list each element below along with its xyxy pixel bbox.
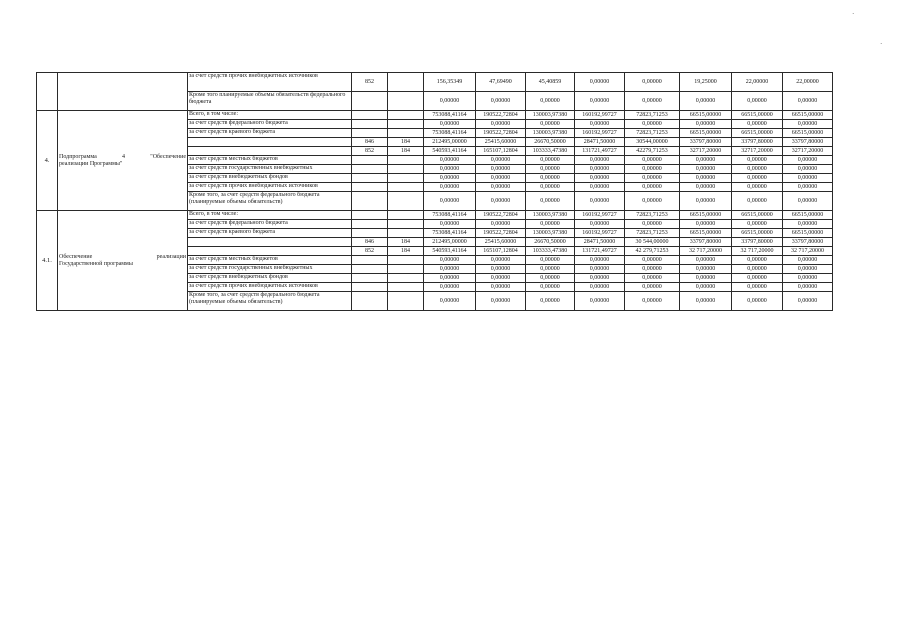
value-cell: 130003,97380 <box>526 111 575 120</box>
value-cell: 0,00000 <box>680 165 732 174</box>
value-cell: 0,00000 <box>625 156 680 165</box>
program-name-part: 4 <box>122 153 126 160</box>
value-cell: 0,00000 <box>575 120 625 129</box>
source-cell: за счет средств местных бюджетов <box>188 256 352 265</box>
code-cell: 852 <box>352 73 388 92</box>
code-cell: 184 <box>388 138 424 147</box>
value-cell: 160192,99727 <box>575 229 625 238</box>
value-cell: 0,00000 <box>783 192 833 211</box>
value-cell: 0,00000 <box>680 156 732 165</box>
value-cell: 190522,72804 <box>476 129 526 138</box>
value-cell: 0,00000 <box>625 120 680 129</box>
value-cell: 0,00000 <box>424 220 476 229</box>
code-cell <box>388 73 424 92</box>
value-cell: 19,25000 <box>680 73 732 92</box>
value-cell: 0,00000 <box>680 192 732 211</box>
source-cell: за счет средств внебюджетных фондов <box>188 274 352 283</box>
value-cell: 0,00000 <box>575 274 625 283</box>
value-cell: 0,00000 <box>424 174 476 183</box>
value-cell: 0,00000 <box>783 274 833 283</box>
value-cell: 66515,00000 <box>732 229 783 238</box>
value-cell: 0,00000 <box>783 265 833 274</box>
value-cell: 0,00000 <box>680 92 732 111</box>
source-cell: за счет средств прочих внебюджетных источников <box>188 283 352 292</box>
code-cell <box>352 156 388 165</box>
code-cell <box>352 111 388 120</box>
table-row <box>37 111 833 120</box>
value-cell: 0,00000 <box>625 183 680 192</box>
code-cell <box>352 165 388 174</box>
value-cell: 130003,97380 <box>526 229 575 238</box>
value-cell: 0,00000 <box>575 283 625 292</box>
value-cell: 66515,00000 <box>783 111 833 120</box>
value-cell: 33797,80000 <box>732 138 783 147</box>
code-cell: 184 <box>388 147 424 156</box>
value-cell: 103333,47380 <box>526 247 575 256</box>
table-row <box>37 211 833 220</box>
value-cell: 131721,49727 <box>575 147 625 156</box>
value-cell: 0,00000 <box>476 92 526 111</box>
value-cell: 0,00000 <box>424 292 476 311</box>
value-cell: 0,00000 <box>625 174 680 183</box>
value-cell: 66515,00000 <box>732 111 783 120</box>
program-name-part: Подпрограмма <box>59 153 97 160</box>
value-cell: 0,00000 <box>625 220 680 229</box>
value-cell: 160192,99727 <box>575 129 625 138</box>
value-cell: 22,00000 <box>732 73 783 92</box>
source-cell: за счет средств местных бюджетов <box>188 156 352 165</box>
code-cell <box>388 220 424 229</box>
source-cell: Кроме того, за счет средств федерального бюджета (планируемые объемы обязательств) <box>188 292 352 311</box>
source-cell: за счет средств государственных внебюджетных <box>188 265 352 274</box>
value-cell: 0,00000 <box>732 165 783 174</box>
index-cell: 4. <box>37 111 58 211</box>
value-cell: 0,00000 <box>476 256 526 265</box>
value-cell: 0,00000 <box>680 265 732 274</box>
code-cell <box>352 92 388 111</box>
value-cell: 0,00000 <box>732 174 783 183</box>
code-cell <box>352 256 388 265</box>
code-cell <box>388 265 424 274</box>
value-cell: 540593,41164 <box>424 247 476 256</box>
source-cell: Всего, в том числе: <box>188 111 352 120</box>
value-cell: 42279,71253 <box>625 147 680 156</box>
table-row <box>37 73 833 92</box>
value-cell: 66515,00000 <box>680 211 732 220</box>
code-cell <box>352 192 388 211</box>
code-cell <box>352 211 388 220</box>
value-cell: 0,00000 <box>783 174 833 183</box>
code-cell <box>352 265 388 274</box>
code-cell <box>388 156 424 165</box>
subprogram-name-line <box>59 254 186 261</box>
value-cell: 0,00000 <box>625 192 680 211</box>
value-cell: 0,00000 <box>625 265 680 274</box>
value-cell: 130003,97380 <box>526 129 575 138</box>
value-cell: 32717,20000 <box>680 147 732 156</box>
value-cell: 0,00000 <box>476 283 526 292</box>
value-cell: 0,00000 <box>680 256 732 265</box>
value-cell: 0,00000 <box>732 274 783 283</box>
value-cell: 0,00000 <box>732 292 783 311</box>
value-cell: 0,00000 <box>424 192 476 211</box>
value-cell: 212495,00000 <box>424 238 476 247</box>
code-cell <box>352 174 388 183</box>
value-cell: 0,00000 <box>732 192 783 211</box>
value-cell: 66515,00000 <box>680 129 732 138</box>
value-cell: 0,00000 <box>526 92 575 111</box>
value-cell: 0,00000 <box>783 165 833 174</box>
source-cell: за счет средств внебюджетных фондов <box>188 174 352 183</box>
value-cell: 0,00000 <box>526 256 575 265</box>
value-cell: 0,00000 <box>680 283 732 292</box>
code-cell: 846 <box>352 238 388 247</box>
value-cell: 33797,80000 <box>680 238 732 247</box>
scan-mark: · <box>880 40 883 48</box>
value-cell: 0,00000 <box>625 73 680 92</box>
scan-mark: · <box>852 10 855 18</box>
code-cell <box>388 192 424 211</box>
value-cell: 0,00000 <box>783 283 833 292</box>
value-cell: 33797,80000 <box>732 238 783 247</box>
value-cell: 0,00000 <box>575 174 625 183</box>
value-cell: 753088,41164 <box>424 129 476 138</box>
code-cell: 852 <box>352 247 388 256</box>
source-cell: Всего, в том числе: <box>188 211 352 220</box>
source-cell: за счет средств прочих внебюджетных источников <box>188 73 352 92</box>
value-cell: 0,00000 <box>424 92 476 111</box>
subprogram-name-part: реализации <box>156 253 186 260</box>
value-cell: 753088,41164 <box>424 111 476 120</box>
code-cell <box>352 120 388 129</box>
value-cell: 33797,80000 <box>783 238 833 247</box>
subprogram-name-part: Обеспечение <box>59 253 93 260</box>
code-cell <box>352 129 388 138</box>
value-cell: 0,00000 <box>476 192 526 211</box>
value-cell: 190522,72804 <box>476 111 526 120</box>
value-cell: 0,00000 <box>783 256 833 265</box>
code-cell <box>352 292 388 311</box>
value-cell: 190522,72804 <box>476 211 526 220</box>
value-cell: 0,00000 <box>732 265 783 274</box>
source-cell: за счет средств государственных внебюджетных <box>188 165 352 174</box>
value-cell: 25415,60000 <box>476 238 526 247</box>
value-cell: 0,00000 <box>476 183 526 192</box>
code-cell: 852 <box>352 147 388 156</box>
value-cell: 0,00000 <box>625 165 680 174</box>
value-cell: 0,00000 <box>526 174 575 183</box>
value-cell: 160192,99727 <box>575 111 625 120</box>
value-cell: 0,00000 <box>732 183 783 192</box>
code-cell <box>388 229 424 238</box>
value-cell: 0,00000 <box>575 220 625 229</box>
value-cell: 0,00000 <box>476 220 526 229</box>
name-cell <box>58 111 188 211</box>
value-cell: 0,00000 <box>526 265 575 274</box>
value-cell: 42 279,71253 <box>625 247 680 256</box>
value-cell: 0,00000 <box>476 292 526 311</box>
program-name-part: "Обеспечение <box>150 153 186 160</box>
value-cell: 0,00000 <box>476 165 526 174</box>
value-cell: 160192,99727 <box>575 211 625 220</box>
value-cell: 0,00000 <box>680 174 732 183</box>
value-cell: 0,00000 <box>783 220 833 229</box>
value-cell: 0,00000 <box>424 274 476 283</box>
code-cell <box>388 292 424 311</box>
value-cell: 0,00000 <box>476 274 526 283</box>
value-cell: 0,00000 <box>625 292 680 311</box>
value-cell: 0,00000 <box>575 256 625 265</box>
value-cell: 753088,41164 <box>424 229 476 238</box>
code-cell <box>388 129 424 138</box>
value-cell: 0,00000 <box>575 183 625 192</box>
value-cell: 0,00000 <box>424 183 476 192</box>
value-cell: 0,00000 <box>783 120 833 129</box>
value-cell: 540593,41164 <box>424 147 476 156</box>
value-cell: 66515,00000 <box>680 229 732 238</box>
code-cell: 184 <box>388 238 424 247</box>
source-cell <box>188 147 352 156</box>
value-cell: 131721,49727 <box>575 247 625 256</box>
value-cell: 33797,80000 <box>783 138 833 147</box>
program-name-line <box>59 154 186 161</box>
code-cell <box>352 274 388 283</box>
source-cell: за счет средств краевого бюджета <box>188 229 352 238</box>
value-cell: 0,00000 <box>526 192 575 211</box>
name-cell <box>58 211 188 311</box>
value-cell: 32 717,20000 <box>732 247 783 256</box>
value-cell: 0,00000 <box>680 120 732 129</box>
source-cell <box>188 138 352 147</box>
name-cell <box>58 73 188 111</box>
value-cell: 103333,47380 <box>526 147 575 156</box>
code-cell <box>352 283 388 292</box>
code-cell <box>388 274 424 283</box>
value-cell: 0,00000 <box>625 256 680 265</box>
source-cell: за счет средств краевого бюджета <box>188 129 352 138</box>
value-cell: 156,35349 <box>424 73 476 92</box>
code-cell <box>388 92 424 111</box>
value-cell: 0,00000 <box>732 156 783 165</box>
value-cell: 0,00000 <box>526 220 575 229</box>
value-cell: 0,00000 <box>783 156 833 165</box>
value-cell: 0,00000 <box>476 174 526 183</box>
value-cell: 0,00000 <box>575 73 625 92</box>
value-cell: 0,00000 <box>424 165 476 174</box>
value-cell: 66515,00000 <box>732 211 783 220</box>
value-cell: 0,00000 <box>680 274 732 283</box>
source-cell <box>188 238 352 247</box>
value-cell: 0,00000 <box>424 256 476 265</box>
value-cell: 22,00000 <box>783 73 833 92</box>
code-cell <box>388 283 424 292</box>
value-cell: 0,00000 <box>732 283 783 292</box>
value-cell: 0,00000 <box>476 120 526 129</box>
value-cell: 66515,00000 <box>680 111 732 120</box>
value-cell: 0,00000 <box>526 120 575 129</box>
source-cell <box>188 247 352 256</box>
source-cell: за счет средств федерального бюджета <box>188 120 352 129</box>
value-cell: 0,00000 <box>732 220 783 229</box>
index-cell <box>37 73 58 111</box>
value-cell: 0,00000 <box>476 156 526 165</box>
source-cell: за счет средств прочих внебюджетных источников <box>188 183 352 192</box>
value-cell: 0,00000 <box>476 265 526 274</box>
value-cell: 0,00000 <box>424 265 476 274</box>
value-cell: 72823,71253 <box>625 229 680 238</box>
source-cell: Кроме того, за счет средств федерального бюджета (планируемые объемы обязательств) <box>188 192 352 211</box>
code-cell <box>352 220 388 229</box>
code-cell: 184 <box>388 247 424 256</box>
value-cell: 0,00000 <box>526 156 575 165</box>
value-cell: 0,00000 <box>424 283 476 292</box>
program-name-line2: реализации Программы" <box>59 160 123 167</box>
code-cell <box>388 174 424 183</box>
value-cell: 0,00000 <box>732 92 783 111</box>
value-cell: 66515,00000 <box>783 129 833 138</box>
value-cell: 0,00000 <box>526 274 575 283</box>
value-cell: 0,00000 <box>575 92 625 111</box>
code-cell <box>388 256 424 265</box>
value-cell: 45,40859 <box>526 73 575 92</box>
value-cell: 753088,41164 <box>424 211 476 220</box>
value-cell: 0,00000 <box>575 165 625 174</box>
value-cell: 72823,71253 <box>625 211 680 220</box>
value-cell: 0,00000 <box>526 283 575 292</box>
value-cell: 0,00000 <box>783 183 833 192</box>
value-cell: 0,00000 <box>526 292 575 311</box>
value-cell: 0,00000 <box>575 156 625 165</box>
value-cell: 32717,20000 <box>732 147 783 156</box>
value-cell: 32717,20000 <box>783 147 833 156</box>
value-cell: 0,00000 <box>680 292 732 311</box>
budget-table <box>36 72 833 311</box>
value-cell: 190522,72804 <box>476 229 526 238</box>
index-cell: 4.1. <box>37 211 58 311</box>
value-cell: 0,00000 <box>424 156 476 165</box>
value-cell: 30 544,00000 <box>625 238 680 247</box>
value-cell: 130003,97380 <box>526 211 575 220</box>
value-cell: 28471,50000 <box>575 238 625 247</box>
value-cell: 33797,80000 <box>680 138 732 147</box>
value-cell: 66515,00000 <box>783 211 833 220</box>
value-cell: 0,00000 <box>526 183 575 192</box>
source-cell: Кроме того планируемые объемы обязательств федерального бюджета <box>188 92 352 111</box>
code-cell <box>388 183 424 192</box>
value-cell: 28471,50000 <box>575 138 625 147</box>
code-cell <box>352 229 388 238</box>
value-cell: 0,00000 <box>783 92 833 111</box>
subprogram-name-line2: Государственной программы <box>59 260 133 267</box>
value-cell: 0,00000 <box>625 283 680 292</box>
value-cell: 32 717,20000 <box>783 247 833 256</box>
value-cell: 0,00000 <box>575 192 625 211</box>
budget-sheet <box>36 72 832 311</box>
value-cell: 25415,60000 <box>476 138 526 147</box>
value-cell: 0,00000 <box>526 165 575 174</box>
code-cell <box>388 111 424 120</box>
value-cell: 72823,71253 <box>625 129 680 138</box>
value-cell: 0,00000 <box>424 120 476 129</box>
value-cell: 47,69490 <box>476 73 526 92</box>
value-cell: 0,00000 <box>680 183 732 192</box>
value-cell: 0,00000 <box>732 256 783 265</box>
code-cell <box>352 183 388 192</box>
code-cell <box>388 211 424 220</box>
value-cell: 0,00000 <box>625 92 680 111</box>
value-cell: 0,00000 <box>575 265 625 274</box>
value-cell: 212495,00000 <box>424 138 476 147</box>
source-cell: за счет средств федерального бюджета <box>188 220 352 229</box>
code-cell: 846 <box>352 138 388 147</box>
value-cell: 0,00000 <box>625 274 680 283</box>
value-cell: 165107,12804 <box>476 147 526 156</box>
value-cell: 26670,50000 <box>526 138 575 147</box>
value-cell: 165107,12804 <box>476 247 526 256</box>
value-cell: 26670,50000 <box>526 238 575 247</box>
value-cell: 30544,00000 <box>625 138 680 147</box>
value-cell: 72823,71253 <box>625 111 680 120</box>
code-cell <box>388 165 424 174</box>
value-cell: 0,00000 <box>680 220 732 229</box>
code-cell <box>388 120 424 129</box>
value-cell: 32 717,20000 <box>680 247 732 256</box>
value-cell: 0,00000 <box>575 292 625 311</box>
value-cell: 0,00000 <box>732 120 783 129</box>
value-cell: 0,00000 <box>783 292 833 311</box>
value-cell: 66515,00000 <box>732 129 783 138</box>
value-cell: 66515,00000 <box>783 229 833 238</box>
